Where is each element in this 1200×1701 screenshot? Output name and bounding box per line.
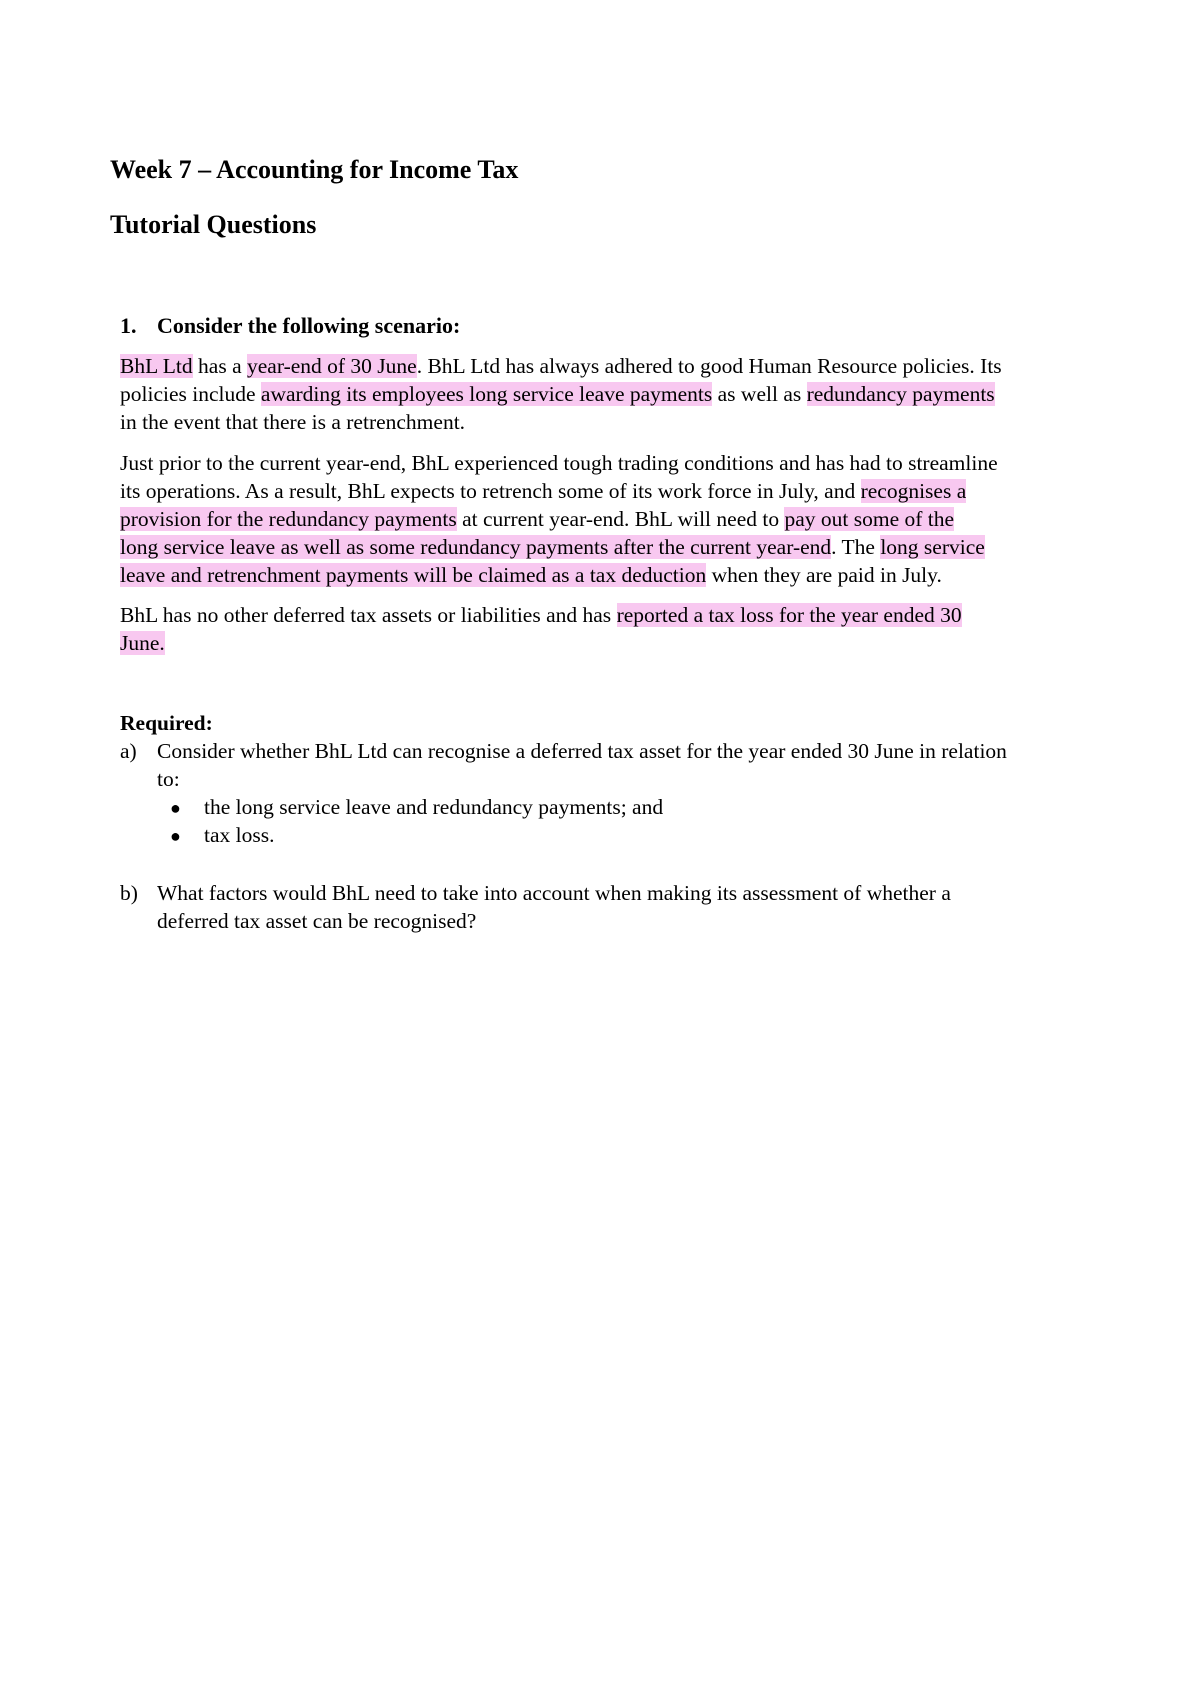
highlight: redundancy payments bbox=[806, 382, 995, 406]
document-subtitle: Tutorial Questions bbox=[110, 210, 317, 239]
highlight: reported a tax loss for the year ended 30 bbox=[616, 603, 962, 627]
part-a-bullet-2: tax loss. bbox=[204, 823, 275, 847]
highlight: pay out some of the bbox=[784, 507, 955, 531]
required-label: Required: bbox=[120, 711, 213, 735]
para1-line-1: BhL Ltd has a year-end of 30 June. BhL Ltd has always adhered to good Human Resource policies. Its bbox=[120, 354, 1002, 378]
question-number: 1. bbox=[120, 313, 137, 338]
highlight: recognises a bbox=[860, 479, 967, 503]
para2-line-3: provision for the redundancy payments at current year-end. BhL will need to pay out some of the bbox=[120, 507, 955, 531]
highlight: awarding its employees long service leave payments bbox=[260, 382, 713, 406]
part-a-line-1: Consider whether BhL Ltd can recognise a deferred tax asset for the year ended 30 June in relation bbox=[157, 739, 1007, 763]
highlight: long service leave as well as some redundancy payments after the current year-end bbox=[120, 535, 832, 559]
highlight: BhL Ltd bbox=[120, 354, 193, 378]
bullet-icon: ● bbox=[170, 798, 181, 818]
highlight: long service bbox=[880, 535, 985, 559]
scenario-paragraph-3 bbox=[120, 601, 962, 657]
part-b-label: b) bbox=[120, 881, 138, 905]
question-heading: Consider the following scenario: bbox=[157, 313, 461, 338]
highlight: year-end of 30 June bbox=[247, 354, 417, 378]
para2-line-5: leave and retrenchment payments will be claimed as a tax deduction when they are paid in July. bbox=[120, 563, 942, 587]
para3-line-2 bbox=[120, 629, 962, 657]
part-a-bullet-1: the long service leave and redundancy payments; and bbox=[204, 795, 664, 819]
para2-line-1: Just prior to the current year-end, BhL experienced tough trading conditions and has had to streamline bbox=[120, 451, 998, 475]
part-a-line-2: to: bbox=[157, 767, 180, 791]
part-b-line-1: What factors would BhL need to take into account when making its assessment of whether a bbox=[157, 881, 951, 905]
para3-line-1: BhL has no other deferred tax assets or liabilities and has reported a tax loss for the year ended 30 bbox=[120, 603, 962, 627]
highlight: leave and retrenchment payments will be claimed as a tax deduction bbox=[120, 563, 707, 587]
part-b-line-2: deferred tax asset can be recognised? bbox=[157, 909, 477, 933]
highlight: June. bbox=[120, 631, 165, 655]
para1-line-3: in the event that there is a retrenchment. bbox=[120, 410, 466, 434]
para2-line-4: long service leave as well as some redundancy payments after the current year-end. The long service bbox=[120, 535, 985, 559]
bullet-icon: ● bbox=[170, 826, 181, 846]
para2-line-2: its operations. As a result, BhL expects to retrench some of its work force in July, and recognises a bbox=[120, 479, 967, 503]
scenario-paragraph-2 bbox=[120, 449, 998, 589]
highlight: provision for the redundancy payments bbox=[120, 507, 457, 531]
scenario-paragraph-1 bbox=[120, 352, 1002, 436]
document-title: Week 7 – Accounting for Income Tax bbox=[110, 155, 519, 184]
para1-line-2: policies include awarding its employees long service leave payments as well as redundancy payments bbox=[120, 382, 995, 406]
part-a-label: a) bbox=[120, 739, 137, 763]
